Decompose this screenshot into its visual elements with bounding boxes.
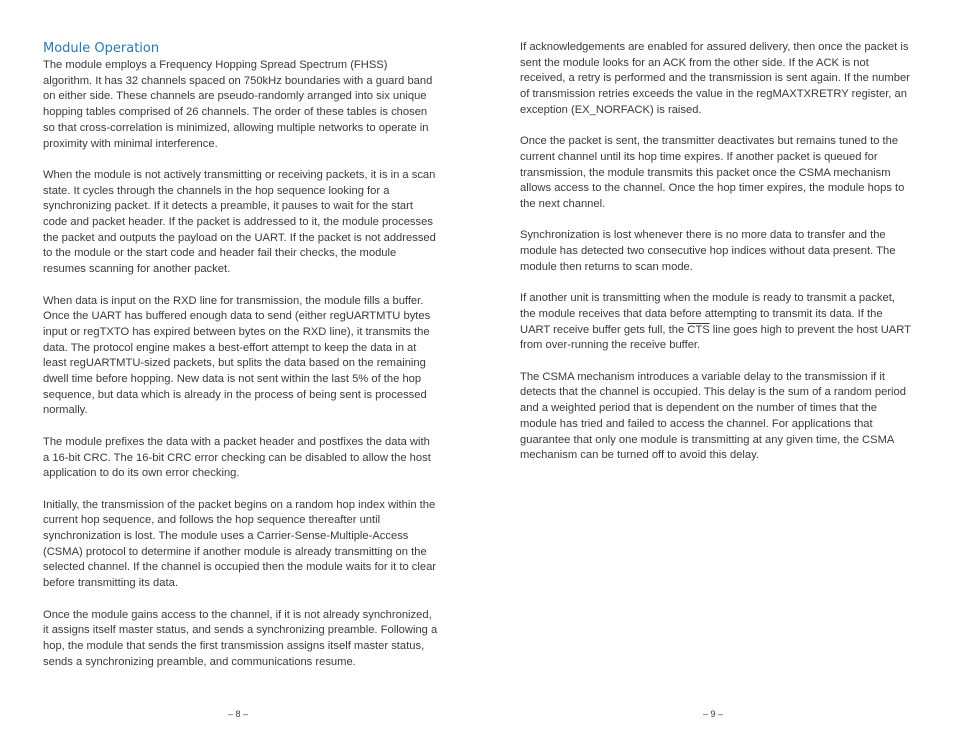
paragraph-cts — [520, 291, 912, 354]
paragraph-acknowledgements: If acknowledgements are enabled for assured delivery, then once the packet is sent the module looks for an ACK from the other side. If the ACK is not received, a retry is performed and the transmission is sent again. If the number of transmission retries exceeds the value in the regMAXTXRETRY register, an exception (EX_NORFACK) is raised. — [520, 41, 910, 116]
paragraph-csma-intro: Initially, the transmission of the packet begins on a random hop index within the current hop sequence, and follows the hop sequence thereafter until synchronization is lost. The module uses a Carrier-Sense-Multiple-Access (CSMA) protocol to determine if another module is already transmitting on the selected channel. If the channel is occupied then the module waits for it to clear before transmitting its data. — [43, 498, 437, 590]
right-column — [520, 40, 912, 480]
paragraph-rxd-input: When data is input on the RXD line for transmission, the module fills a buffer. Once the UART has buffered enough data to send (either regUARTMTU bytes input or regTXTO has expired between bytes on the RXD line), it transmits the data. The protocol engine makes a best-effort attempt to keep the data in at least regUARTMTU-sized packets, but splits the data based on the remaining dwell time before hopping. New data is not sent within the last 5% of the hop sequence, but data which is already in the process of being sent is processed normally. — [43, 294, 431, 417]
paragraph-hop-timer: Once the packet is sent, the transmitter deactivates but remains tuned to the current channel until its hop time expires. If another packet is queued for transmission, the module transmits this packet once the CSMA mechanism allows access to the channel. Once the hop timer expires, the module hops to the next channel. — [520, 135, 905, 211]
section-heading: Module Operation — [43, 41, 160, 56]
cts-signal: $\overline{CTS}$ — [687, 323, 710, 336]
paragraph-crc: The module prefixes the data with a packet header and postfixes the data with a 16-bit CRC. The 16-bit CRC error checking can be disabled to allow the host application to do its own error checking. — [43, 435, 431, 480]
paragraph-scan-state: When the module is not actively transmitting or receiving packets, it is in a scan state. It cycles through the channels in the hop sequence looking for a synchronizing packet. If it detects a preamble, it pauses to wait for the start code and packet header. If the packet is addressed to it, the module processes the packet and outputs the payload on the UART. If the packet is not addressed to the module or the start code and header fail their checks, the module resumes scanning for another packet. — [43, 168, 436, 276]
page-number: – 8 – — [227, 709, 249, 719]
page-number: – 9 – — [702, 709, 724, 719]
cts-text-after: line goes high to prevent the host UART from over-running the receive buffer. — [520, 323, 911, 352]
paragraph-master-status: Once the module gains access to the channel, if it is not already synchronized, it assigns itself master status, and sends a synchronizing preamble. Following a hop, the module that sends the first transmission assigns itself master status, sends a synchronizing preamble, and communications resume. — [43, 608, 438, 668]
paragraph-sync-lost: Synchronization is lost whenever there is no more data to transfer and the module has detected two consecutive hop indices without data present. The module then returns to scan mode. — [520, 229, 896, 273]
paragraph-csma-delay: The CSMA mechanism introduces a variable delay to the transmission if it detects that the channel is occupied. This delay is the sum of a random period and a weighted period that is dependent on the number of times that the module has tried and failed to access the channel. For applications that guarantee that only one module is transmitting at any given time, the CSMA mechanism can be turned off to avoid this delay. — [520, 370, 906, 462]
right-page — [477, 0, 954, 738]
cts-text-before: If another unit is transmitting when the module is ready to transmit a packet, the module receives that data before attempting to transmit its data. If the UART receive buffer gets full, the — [520, 292, 895, 336]
left-column — [43, 40, 438, 686]
paragraph-fhss: The module employs a Frequency Hopping Spread Spectrum (FHSS) algorithm. It has 32 channels spaced on 750kHz boundaries with a guard band on either side. These channels are pseudo-randomly arranged into six unique hopping tables comprised of 26 channels. The order of these tables is chosen so that cross-correlation is minimized, allowing multiple networks to operate in proximity with minimal interference. — [43, 59, 433, 150]
